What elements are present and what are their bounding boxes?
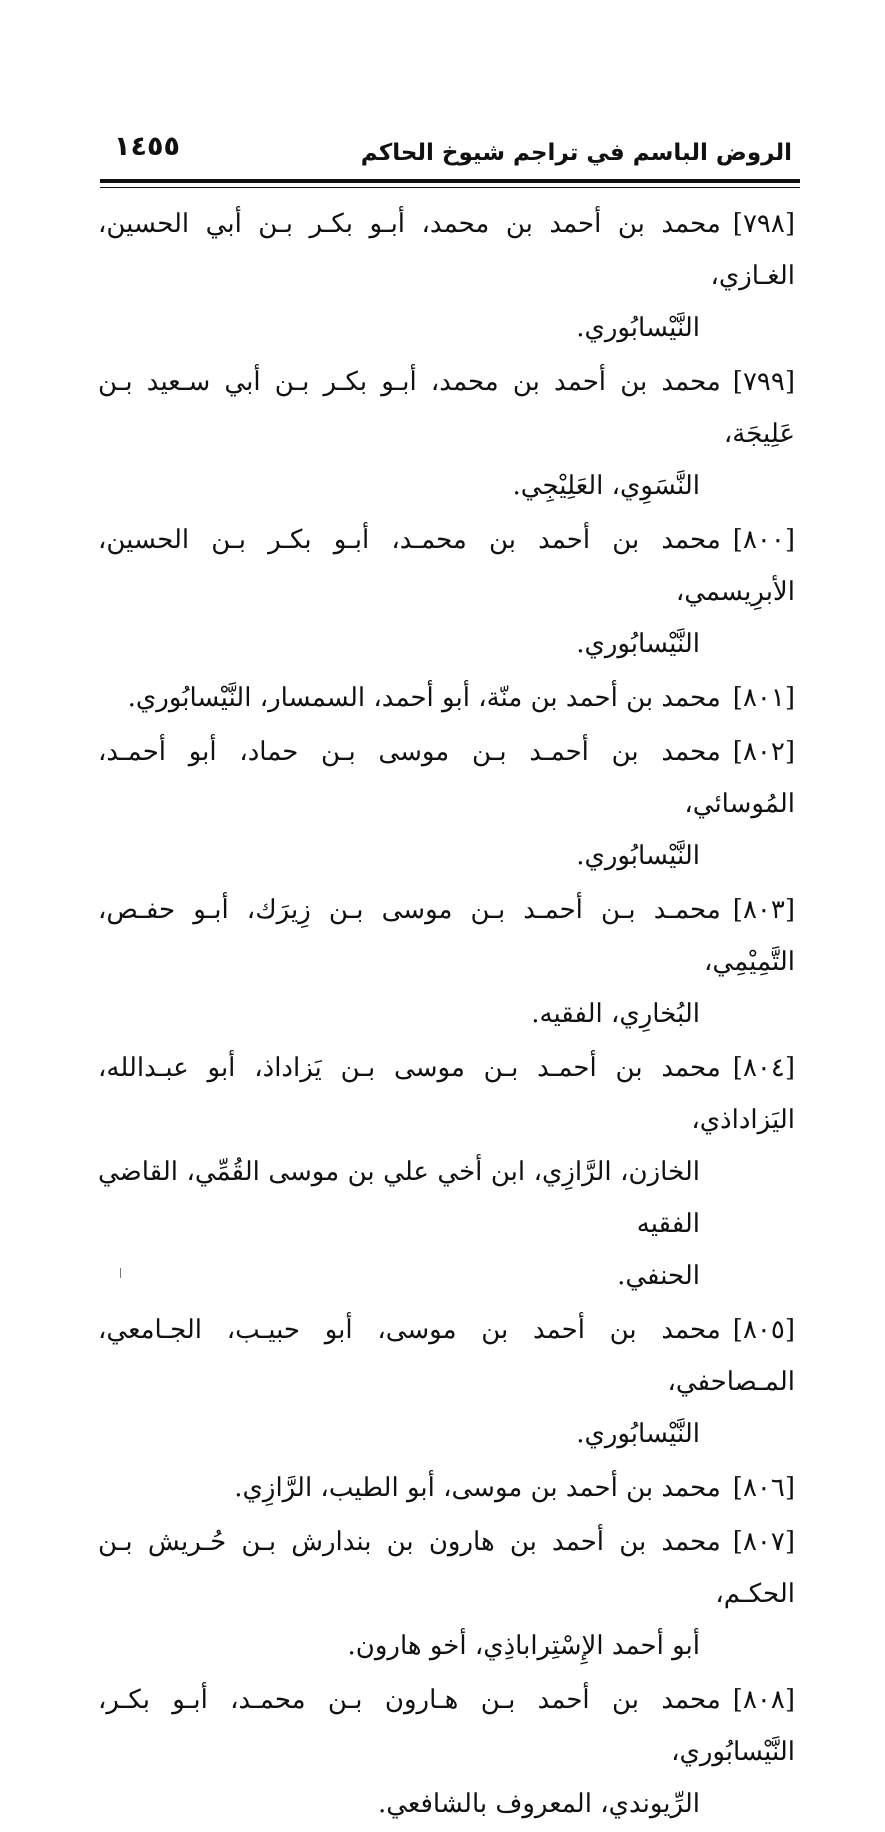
entry-line: محمد بن أحمد بن محمد، أبـو بكـر بـن أبي الحسين، الغـازي، xyxy=(98,209,795,291)
entry-number: [٨٠١] xyxy=(732,683,795,713)
entry-number: [٨٠٦] xyxy=(732,1473,795,1503)
entry-line-continuation: النَّيْسابُوري. xyxy=(576,1419,700,1449)
entry-line-continuation: الرِّيوندي، المعروف بالشافعي. xyxy=(378,1789,700,1819)
scan-mark xyxy=(120,1268,121,1278)
entry-799 xyxy=(98,356,795,512)
entry-line: محمد بن أحمد بن منّة، أبو أحمد، السمسار، النَّيْسابُوري. xyxy=(127,683,721,713)
entry-805 xyxy=(98,1304,795,1460)
entry-line-continuation: الحنفي. xyxy=(617,1261,700,1291)
book-title: الروض الباسم في تراجم شيوخ الحاكم xyxy=(360,140,792,166)
entry-number: [٨٠٣] xyxy=(732,895,795,925)
entry-803 xyxy=(98,884,795,1040)
entry-line-continuation: النَّيْسابُوري. xyxy=(576,629,700,659)
entry-807 xyxy=(98,1516,795,1672)
entry-798 xyxy=(98,198,795,354)
entry-line-continuation: النَّسَوِي، العَلِيْجِي. xyxy=(512,471,700,501)
entry-800 xyxy=(98,514,795,670)
entry-line-continuation: النَّيْسابُوري. xyxy=(576,841,700,871)
entry-line: محمد بن أحمد بن موسى، أبو الطيب، الرَّازِي. xyxy=(234,1473,721,1503)
entry-line: محمد بن أحمـد بـن موسى بـن يَزاداذ، أبو عبـدالله، اليَزاداذي، xyxy=(98,1053,795,1135)
entry-number: [٨٠٨] xyxy=(732,1685,795,1715)
entry-number: [٨٠٢] xyxy=(732,737,795,767)
entry-number: [٨٠٠] xyxy=(732,525,795,555)
entry-line: محمد بن أحمد بن محمـد، أبـو بكـر بـن الحسين، الأبرِيسمي، xyxy=(98,525,795,607)
page-number: ١٤٥٥ xyxy=(114,131,180,162)
entry-line-continuation: الخازن، الرَّازِي، ابن أخي علي بن موسى القُمِّي، القاضي الفقيه xyxy=(98,1157,700,1239)
entry-808 xyxy=(98,1674,795,1830)
entry-line-continuation: أبو أحمد الإِسْتِراباذِي، أخو هارون. xyxy=(347,1631,700,1661)
entry-line-continuation: البُخارِي، الفقيه. xyxy=(531,999,700,1029)
entry-line: محمد بن أحمد بن موسى، أبو حبيـب، الجـامعي، المـصاحفي، xyxy=(98,1315,795,1397)
entry-line: محمـد بـن أحمـد بـن موسى بـن زِيرَك، أبـو حفـص، التَّمِيْمِي، xyxy=(98,895,795,977)
header-rule-thin xyxy=(100,187,800,188)
entry-802 xyxy=(98,726,795,882)
entry-804 xyxy=(98,1042,795,1302)
entry-line: محمد بن أحمد بن هارون بن بندارش بـن حُـريش بـن الحكـم، xyxy=(98,1527,795,1609)
entry-number: [٧٩٨] xyxy=(732,209,795,239)
header-rule-thick xyxy=(100,179,800,183)
entry-line: محمد بن أحمد بن محمد، أبـو بكـر بـن أبي سـعيد بـن عَلِيجَة، xyxy=(98,367,795,449)
entry-line-continuation: النَّيْسابُوري. xyxy=(576,313,700,343)
entry-806 xyxy=(98,1462,795,1514)
running-header xyxy=(100,128,792,172)
biography-entries-list xyxy=(98,198,795,1832)
entry-number: [٨٠٤] xyxy=(732,1053,795,1083)
entry-801 xyxy=(98,672,795,724)
entry-line: محمد بن أحمد بـن هـارون بـن محمـد، أبـو بكـر، النَّيْسابُوري، xyxy=(98,1685,795,1767)
entry-number: [٧٩٩] xyxy=(732,367,795,397)
entry-number: [٨٠٧] xyxy=(732,1527,795,1557)
entry-line: محمد بن أحمـد بـن موسى بـن حماد، أبو أحمـد، المُوسائي، xyxy=(98,737,795,819)
entry-number: [٨٠٥] xyxy=(732,1315,795,1345)
